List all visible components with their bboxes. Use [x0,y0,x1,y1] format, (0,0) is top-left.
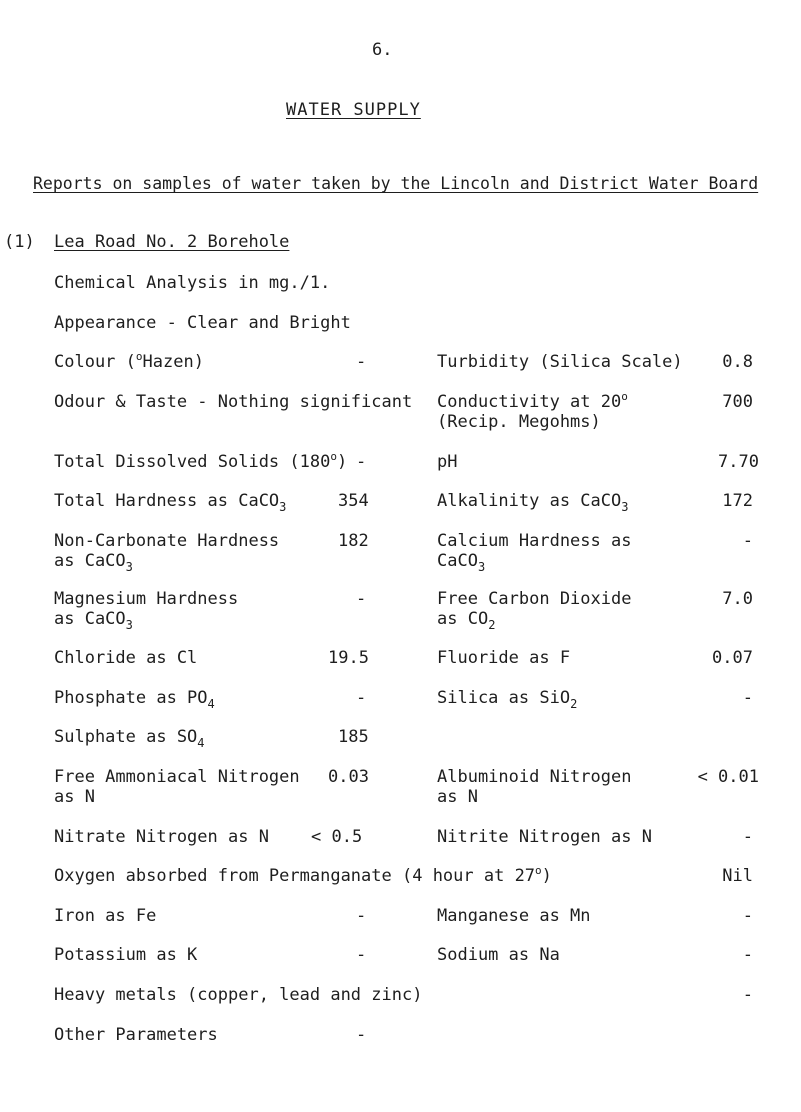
row-value: - [356,1025,367,1045]
row-label: Magnesium Hardness [54,589,239,609]
row-label: Potassium as K [54,945,198,965]
row-label: Colour ($^o$Hazen) [54,350,204,372]
report-subtitle: Reports on samples of water taken by the Lincoln and District Water Board [33,174,759,193]
analysis-units: Chemical Analysis in mg./1. [54,273,331,293]
row-label-line2: as CaCO$_3$ [54,551,133,574]
row-label-right-line2: as $CO_2$ [437,609,496,632]
row-label: Nitrate Nitrogen as N [54,827,269,847]
row-label: Sulphate as $SO_4$ [54,727,205,750]
row-label-right: Alkalinity as CaCO$_3$ [437,491,629,514]
page-title: WATER SUPPLY [286,100,421,120]
row-value-right: - [742,985,753,1005]
row-value: 19.5 [328,648,369,668]
row-value-right: < 0.01 [697,767,759,787]
appearance: Appearance - Clear and Bright [54,313,351,333]
row-label-line2: as CaCO$_3$ [54,609,133,632]
row-value-right: - [742,945,753,965]
row-value: 182 [338,531,369,551]
row-value: 185 [338,727,369,747]
row-value-right: 7.0 [722,589,753,609]
row-value-right: - [742,827,753,847]
row-value: < 0.5 [311,827,363,847]
row-label: Chloride as Cl [54,648,198,668]
row-label: Oxygen absorbed from Permanganate (4 hour at 27$^o$) [54,864,552,886]
section-marker: (1) [4,232,35,252]
row-label: Odour & Taste - Nothing significant [54,392,413,412]
row-label-right: pH [437,452,458,472]
row-label-right: Calcium Hardness as [437,531,632,551]
row-label-right: Fluoride as F [437,648,571,668]
row-label: Other Parameters [54,1025,218,1045]
row-label-right-line2: CaCO$_3$ [437,551,486,574]
row-value: - [356,688,367,708]
row-value-right: 0.8 [722,352,753,372]
row-label: Non-Carbonate Hardness [54,531,280,551]
row-label-right: Albuminoid Nitrogen [437,767,632,787]
row-label: Phosphate as $PO_4$ [54,688,215,711]
row-label-right: Sodium as Na [437,945,560,965]
row-label: Free Ammoniacal Nitrogen [54,767,300,787]
row-label: Total Dissolved Solids (180$^o$) [54,450,348,472]
row-value-right: Nil [722,866,753,886]
row-label-right: Free Carbon Dioxide [437,589,632,609]
row-label: Iron as Fe [54,906,157,926]
row-value-right: 172 [722,491,753,511]
row-value: 354 [338,491,369,511]
row-value-right: - [742,906,753,926]
row-value: 0.03 [328,767,369,787]
row-label-right: Manganese as Mn [437,906,591,926]
row-value: - [356,452,367,472]
row-label-line2: as N [54,787,95,807]
row-label: Heavy metals (copper, lead and zinc) [54,985,423,1005]
row-value-right: 700 [722,392,753,412]
row-value-right: - [742,688,753,708]
row-label-right: Conductivity at 20$^o$ [437,390,628,412]
row-label: Total Hardness as CaCO$_3$ [54,491,287,514]
row-value: - [356,352,367,372]
row-value: - [356,945,367,965]
row-value: - [356,589,367,609]
page-number: 6. [372,40,393,60]
row-label-right: Turbidity (Silica Scale) [437,352,683,372]
row-label-right-line2: (Recip. Megohms) [437,412,601,432]
row-value-right: 7.70 [718,452,759,472]
row-label-right: Nitrite Nitrogen as N [437,827,652,847]
row-value-right: - [742,531,753,551]
row-label-right: Silica as SiO$_2$ [437,688,578,711]
row-value: - [356,906,367,926]
section-title: Lea Road No. 2 Borehole [54,232,290,252]
row-label-right-line2: as N [437,787,478,807]
row-value-right: 0.07 [712,648,753,668]
